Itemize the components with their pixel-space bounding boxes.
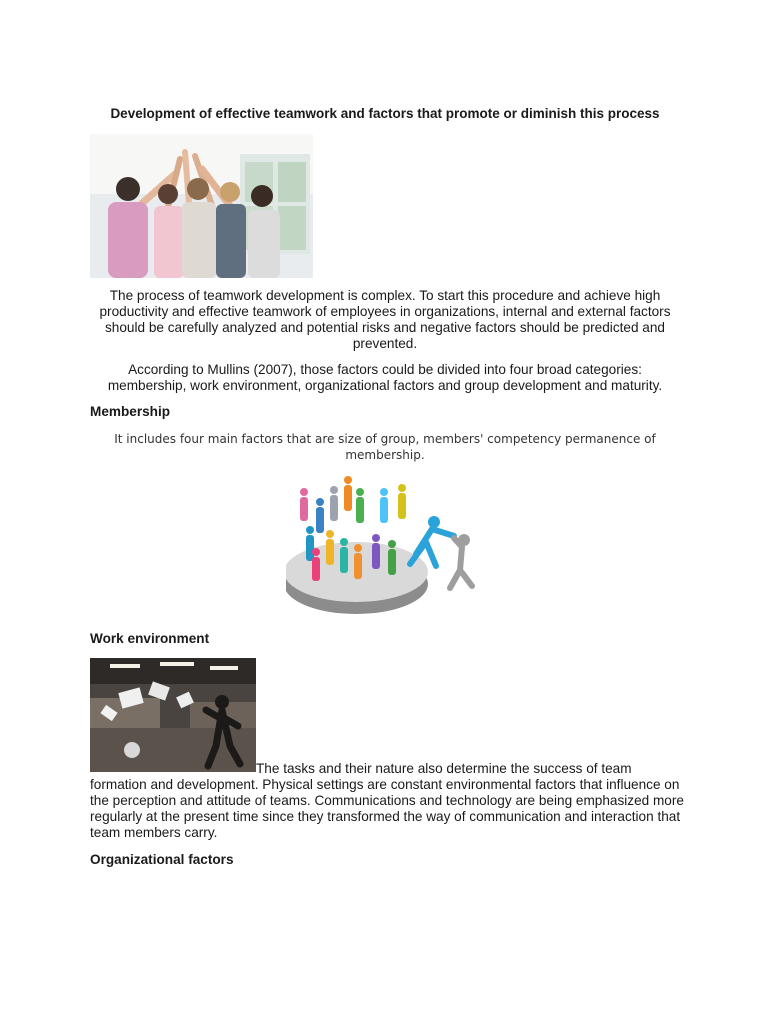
membership-text: It includes four main factors that are size of group, members' competency permanence of membership. [114, 432, 656, 462]
intro-paragraph-1: The process of teamwork development is complex. To start this procedure and achieve high productivity and effective teamwork of employees in organizations, internal and external factors should be carefully analyzed and potential risks and negative factors should be predicted and prevented. [99, 288, 671, 351]
section-heading-work-environment: Work environment [90, 631, 210, 646]
chaotic-office-photo [90, 658, 256, 772]
work-environment-text [90, 761, 690, 841]
team-high-five-photo [90, 134, 313, 278]
work-environment-text-content: The tasks and their nature also determine the success of team formation and development. Physical settings are constant environmental factors that influence on the perception and attitude of teams. Communications and technology are being emphasized more regularly at the present time since they transformed the way of communication and interaction that team members carry. [90, 761, 684, 840]
team-crowd-illustration [286, 472, 486, 622]
intro-paragraph-2: According to Mullins (2007), those factors could be divided into four broad categories: membership, work environment, organizational factors and group development and maturity. [107, 362, 663, 393]
section-heading-membership: Membership [90, 404, 171, 419]
section-heading-organizational-factors: Organizational factors [90, 852, 234, 867]
page-title: Development of effective teamwork and factors that promote or diminish this process [110, 106, 660, 121]
